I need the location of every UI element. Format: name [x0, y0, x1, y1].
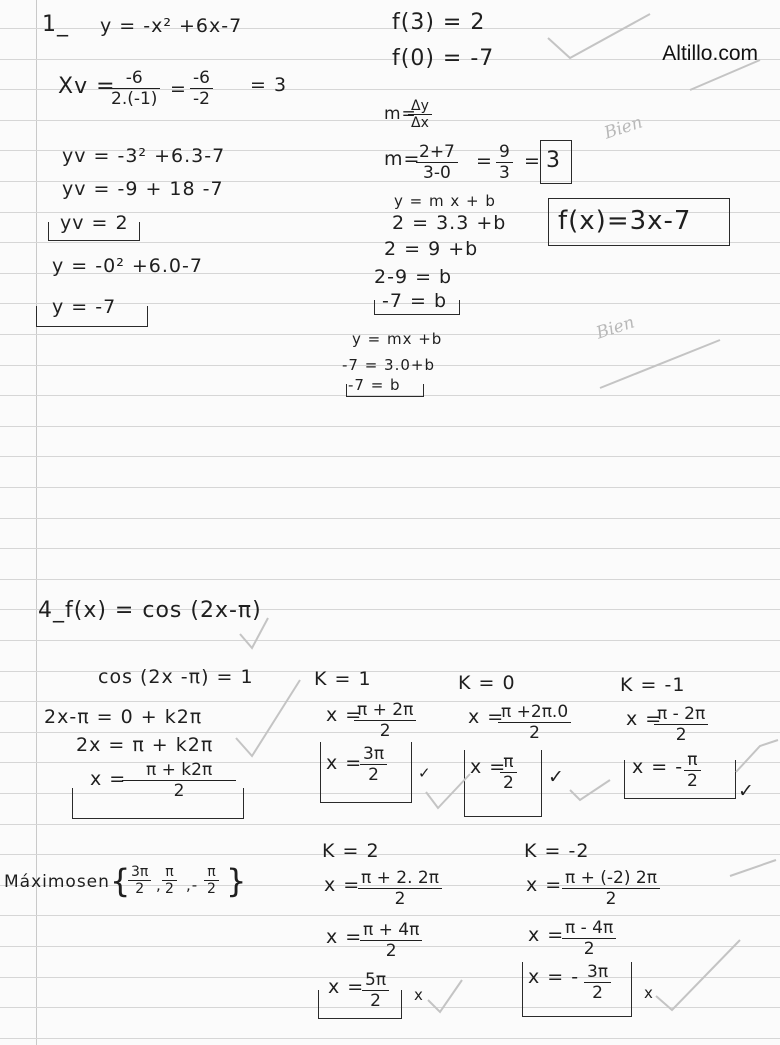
km2-line1-den: 2 [605, 889, 617, 909]
k1-result-den: 2 [368, 765, 379, 785]
check-mark-1 [548, 14, 650, 58]
line-eq-4: 2-9 = b [374, 266, 453, 288]
k2-label: K = 2 [322, 840, 380, 862]
m-calc-eq: = [476, 150, 493, 172]
step-3-label: x = [90, 768, 127, 790]
check-mark-6 [426, 774, 470, 808]
k2-line1-den: 2 [394, 889, 406, 909]
km1-line1-label: x = [626, 708, 663, 730]
km1-result-label: x = - [632, 756, 684, 778]
k0-result-label: x = [470, 756, 507, 778]
problem4-header: 4_f(x) = cos (2x-π) [38, 598, 262, 623]
m-def-label: m= [384, 104, 417, 124]
line-eq-5: -7 = b [382, 290, 448, 312]
m-calc-num: 2+7 [416, 142, 458, 163]
set-item-2-num: π [162, 864, 177, 881]
grader-note-1: Bien [601, 112, 646, 144]
k2-wrong-mark: x [414, 986, 424, 1004]
km2-wrong-mark: x [644, 984, 654, 1002]
k0-line1-num: π +2π.0 [498, 702, 571, 723]
grader-note-2: Bien [593, 312, 638, 344]
xv-label: Xv = [58, 74, 116, 99]
k1-result-num: 3π [360, 744, 387, 765]
km2-line2-num: π - 4π [562, 918, 616, 939]
check-mark-4 [240, 618, 268, 648]
step-3-num: π + k2π [122, 760, 236, 781]
line-eq-1: y = m x + b [394, 192, 496, 210]
xv-result: = 3 [250, 74, 288, 96]
km2-result-den: 2 [592, 983, 603, 1003]
y0-line-2: y = -7 [52, 296, 117, 318]
k0-correct-mark: ✓ [548, 766, 565, 788]
k1-line1-den: 2 [379, 721, 391, 741]
k1-line1-num: π + 2π [354, 700, 416, 721]
m-def-den: Δx [411, 115, 429, 131]
f3-value: f(3) = 2 [392, 10, 486, 35]
k2-result-den: 2 [370, 991, 381, 1011]
km2-result-num: 3π [584, 962, 611, 983]
cos-equation: cos (2x -π) = 1 [98, 666, 254, 688]
xv-eq: = [170, 78, 187, 100]
set-item-2-den: 2 [165, 881, 174, 897]
check-mark-2 [690, 60, 760, 90]
xv-fraction-1-num: -6 [108, 68, 160, 89]
m-calc2-den: 3 [499, 163, 510, 183]
check-mark-5 [236, 680, 300, 756]
set-item-1-num: 3π [128, 864, 151, 881]
k1-label: K = 1 [314, 668, 372, 690]
check-mark-9 [730, 860, 776, 876]
km1-result-num: π [684, 750, 701, 771]
step-2: 2x = π + k2π [76, 734, 214, 756]
k1-line1-label: x = [326, 704, 363, 726]
k2-result-label: x = [328, 976, 365, 998]
check-mark-3 [600, 340, 720, 388]
km2-result-label: x = - [528, 966, 580, 988]
m-calc-eq2: = [524, 150, 541, 172]
k2-line2-den: 2 [385, 941, 397, 961]
k2-line1-label: x = [324, 874, 361, 896]
watermark: Altillo.com [662, 42, 758, 65]
check-mark-8 [736, 740, 778, 772]
m-calc-den: 3-0 [423, 163, 451, 183]
k1-result-label: x = [326, 752, 363, 774]
y0-line-1: y = -0² +6.0-7 [52, 255, 203, 277]
xv-fraction-1-den: 2.(-1) [111, 89, 158, 109]
k2-result-num: 5π [362, 970, 389, 991]
step-1: 2x-π = 0 + k2π [44, 706, 203, 728]
maximos-label: Máximosen [4, 872, 110, 892]
set-item-3-num: π [204, 864, 219, 881]
line-eq-3: 2 = 9 +b [384, 238, 479, 260]
set-separator-2: ,- [186, 876, 199, 894]
xv-fraction-2-num: -6 [190, 68, 213, 89]
km1-line1-num: π - 2π [654, 704, 708, 725]
k0-label: K = 0 [458, 672, 516, 694]
set-open-brace: { [110, 862, 132, 900]
line-eq-8: -7 = b [348, 376, 401, 394]
line-eq-7: -7 = 3.0+b [342, 356, 436, 374]
km2-line1-num: π + (-2) 2π [562, 868, 660, 889]
km1-result-den: 2 [687, 771, 698, 791]
k1-correct-mark: ✓ [418, 764, 432, 782]
k2-line2-num: π + 4π [360, 920, 422, 941]
problem1-equation: y = -x² +6x-7 [100, 15, 243, 37]
km2-line2-den: 2 [583, 939, 595, 959]
set-item-1-den: 2 [135, 881, 145, 897]
problem1-number: 1_ [42, 12, 69, 37]
check-mark-11 [656, 940, 740, 1010]
km1-label: K = -1 [620, 674, 686, 696]
k0-result-num: π [500, 752, 517, 773]
check-mark-10 [428, 980, 462, 1012]
final-function: f(x)=3x-7 [558, 206, 692, 236]
m-result: 3 [546, 148, 561, 173]
m-calc2-num: 9 [496, 142, 513, 163]
k2-line1-num: π + 2. 2π [358, 868, 442, 889]
km1-line1-den: 2 [675, 725, 687, 745]
set-separator-1: , [156, 876, 162, 894]
line-eq-6: y = mx +b [352, 330, 443, 348]
xv-fraction-2-den: -2 [193, 89, 210, 109]
line-eq-2: 2 = 3.3 +b [392, 212, 507, 234]
km2-line2-label: x = [528, 924, 565, 946]
check-mark-7 [570, 780, 610, 800]
km2-line1-label: x = [526, 874, 563, 896]
m-calc-label: m= [384, 148, 421, 170]
k2-line2-label: x = [326, 926, 363, 948]
f0-value: f(0) = -7 [392, 46, 495, 71]
step-3-den: 2 [173, 781, 185, 801]
km1-correct-mark: ✓ [738, 780, 755, 802]
k0-line1-den: 2 [529, 723, 540, 743]
yv-line-1: yv = -3² +6.3-7 [62, 145, 226, 167]
yv-line-2: yv = -9 + 18 -7 [62, 178, 224, 200]
k0-line1-label: x = [468, 706, 505, 728]
m-def-num: Δy [408, 98, 432, 115]
k0-result-den: 2 [503, 773, 514, 793]
km2-label: K = -2 [524, 840, 590, 862]
set-close-brace: } [226, 862, 248, 900]
set-item-3-den: 2 [207, 881, 216, 897]
yv-line-3: yv = 2 [60, 212, 129, 234]
